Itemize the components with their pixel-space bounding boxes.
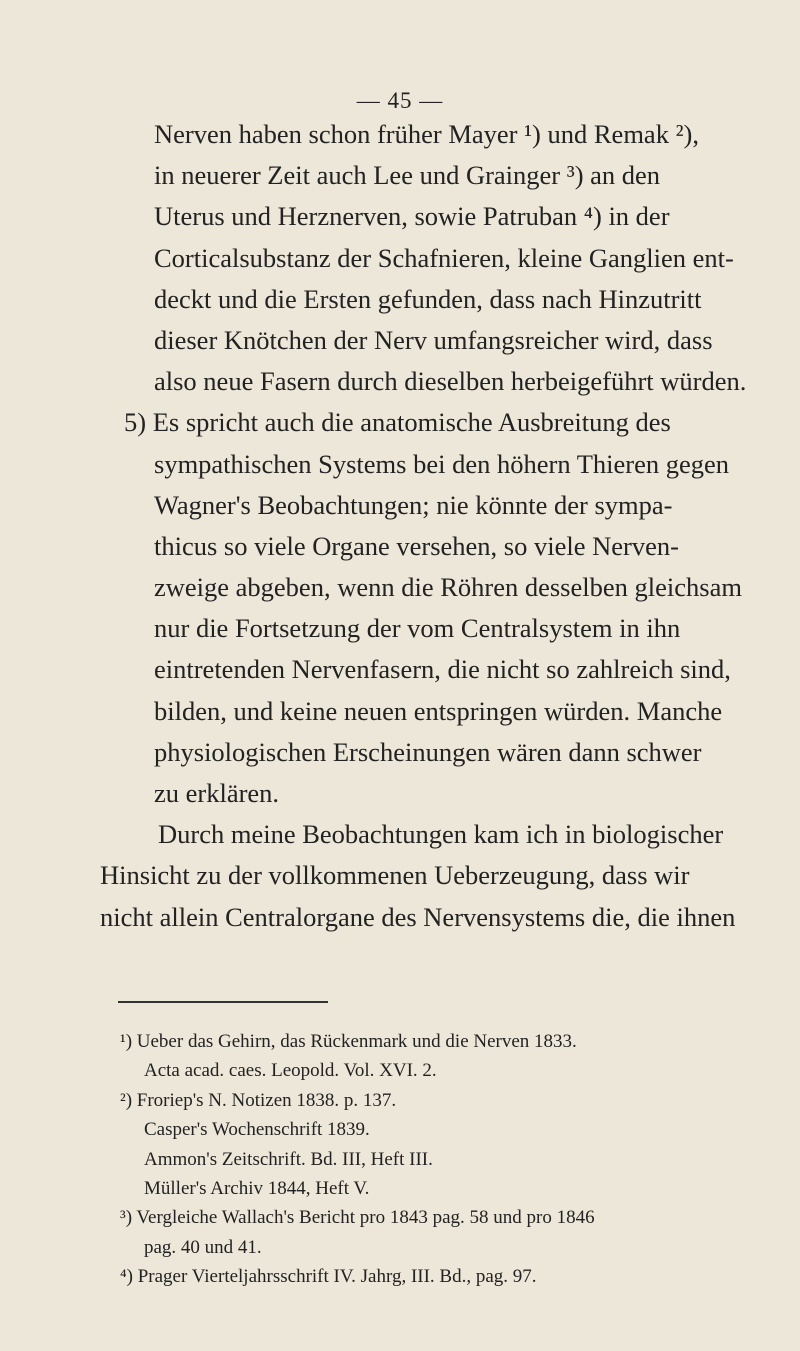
footnote-line: Müller's Archiv 1844, Heft V. xyxy=(144,1178,370,1200)
footnote-line: ³) Vergleiche Wallach's Bericht pro 1843 pag. 58 und pro 1846 xyxy=(120,1207,595,1229)
text-line: bilden, und keine neuen entspringen würden. Manche xyxy=(154,695,723,726)
footnotes xyxy=(120,1027,780,1292)
footnote-line: ¹) Ueber das Gehirn, das Rückenmark und die Nerven 1833. xyxy=(120,1031,577,1052)
text-line: eintretenden Nervenfasern, die nicht so zahlreich sind, xyxy=(154,654,731,685)
footnote-line: Casper's Wochenschrift 1839. xyxy=(144,1119,370,1141)
text-line: also neue Fasern durch dieselben herbeigeführt würden. xyxy=(154,366,747,397)
text-line: zweige abgeben, wenn die Röhren desselben gleichsam xyxy=(154,572,742,603)
text-line: Wagner's Beobachtungen; nie könnte der sympa- xyxy=(154,489,673,520)
text-line: 5) Es spricht auch die anatomische Ausbreitung des xyxy=(124,407,671,438)
text-line: Uterus und Herznerven, sowie Patruban ⁴) in der xyxy=(154,201,670,232)
footnote-line: Ammon's Zeitschrift. Bd. III, Heft III. xyxy=(144,1148,433,1170)
text-line: dieser Knötchen der Nerv umfangsreicher wird, dass xyxy=(154,324,713,355)
footnote-line: pag. 40 und 41. xyxy=(144,1236,262,1258)
page-number: — 45 — xyxy=(356,88,444,113)
text-line: nicht allein Centralorgane des Nervensystems die, die ihnen xyxy=(100,901,736,932)
text-line: zu erklären. xyxy=(154,778,280,808)
text-line: nur die Fortsetzung der vom Centralsystem in ihn xyxy=(154,613,681,644)
footnote-line: Acta acad. caes. Leopold. Vol. XVI. 2. xyxy=(144,1060,437,1082)
text-line: deckt und die Ersten gefunden, dass nach Hinzutritt xyxy=(154,283,702,314)
footnote-line: ⁴) Prager Vierteljahrsschrift IV. Jahrg, III. Bd., pag. 97. xyxy=(120,1266,537,1288)
text-line: thicus so viele Organe versehen, so viele Nerven- xyxy=(154,530,679,561)
footnote-line: ²) Froriep's N. Notizen 1838. p. 137. xyxy=(120,1089,397,1111)
text-line: Nerven haben schon früher Mayer ¹) und Remak ²), xyxy=(154,119,699,149)
text-line: Corticalsubstanz der Schafnieren, kleine Ganglien ent- xyxy=(154,242,734,273)
text-line: sympathischen Systems bei den höhern Thieren gegen xyxy=(154,448,730,479)
body-text xyxy=(36,114,774,938)
text-line: in neuerer Zeit auch Lee und Grainger ³) an den xyxy=(154,160,661,191)
text-line: Hinsicht zu der vollkommenen Ueberzeugung, dass wir xyxy=(100,860,690,891)
footnote-divider xyxy=(118,1001,328,1003)
text-line: physiologischen Erscheinungen wären dann schwer xyxy=(154,736,702,767)
text-line: Durch meine Beobachtungen kam ich in biologischer xyxy=(158,819,724,850)
